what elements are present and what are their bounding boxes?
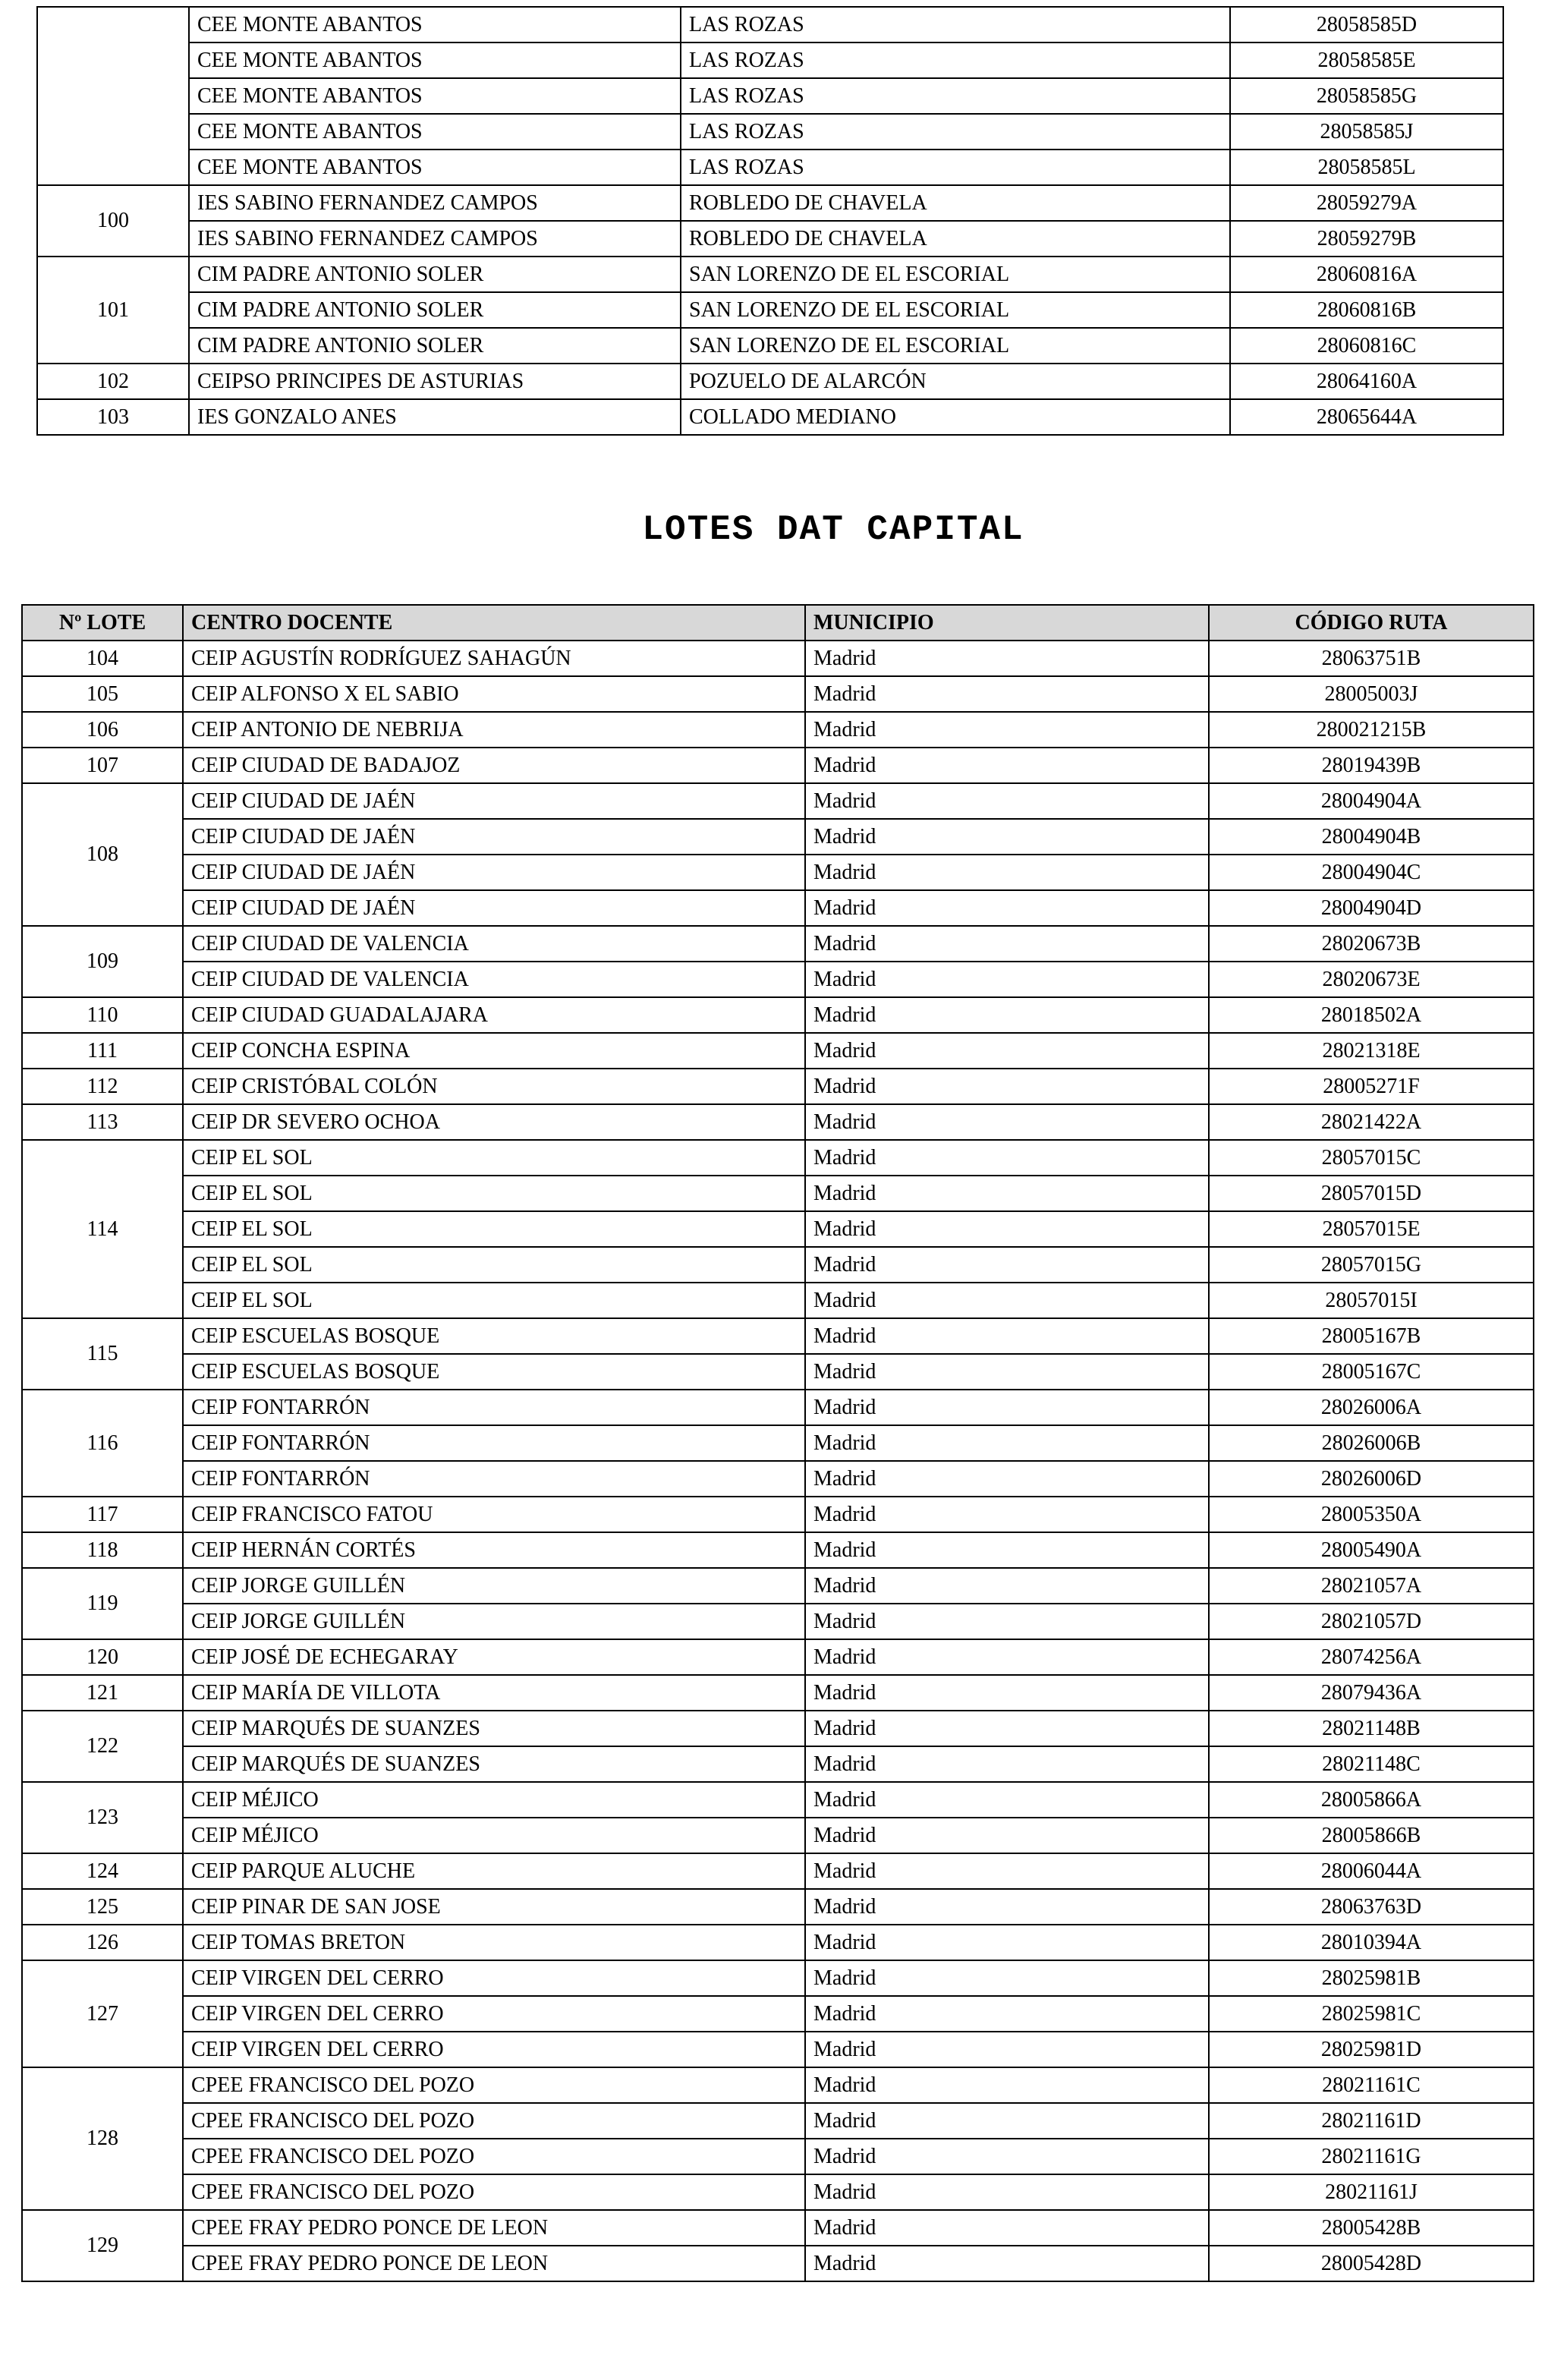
cell-municipio: LAS ROZAS	[681, 114, 1230, 150]
lotes-dat-capital-body	[22, 641, 1534, 2281]
column-header-no-lote: Nº LOTE	[22, 605, 183, 641]
cell-no-lote: 120	[22, 1639, 183, 1675]
cell-municipio: Madrid	[805, 1283, 1209, 1318]
table-row	[22, 819, 1534, 855]
cell-centro-docente: CEIP CIUDAD DE JAÉN	[183, 819, 805, 855]
cell-codigo-ruta: 28058585G	[1230, 78, 1503, 114]
cell-centro-docente: CEIP CIUDAD DE VALENCIA	[183, 926, 805, 962]
cell-centro-docente: CEIP EL SOL	[183, 1247, 805, 1283]
cell-centro-docente: CEIP FONTARRÓN	[183, 1461, 805, 1497]
table-row	[22, 2210, 1534, 2246]
cell-no-lote: 111	[22, 1033, 183, 1069]
cell-no-lote: 127	[22, 1960, 183, 2067]
table-row	[22, 1782, 1534, 1818]
cell-codigo-ruta: 28058585D	[1230, 7, 1503, 42]
cell-centro-docente: CEIP MÉJICO	[183, 1782, 805, 1818]
column-header-municipio: MUNICIPIO	[805, 605, 1209, 641]
cell-centro-docente: CEIP EL SOL	[183, 1211, 805, 1247]
cell-centro-docente: CEIP CIUDAD DE BADAJOZ	[183, 748, 805, 783]
table-row	[37, 78, 1503, 114]
cell-codigo-ruta: 28060816C	[1230, 328, 1503, 364]
cell-codigo-ruta: 28057015D	[1209, 1176, 1534, 1211]
cell-codigo-ruta: 28065644A	[1230, 399, 1503, 435]
cell-codigo-ruta: 28021148B	[1209, 1711, 1534, 1746]
cell-centro-docente: IES SABINO FERNANDEZ CAMPOS	[189, 185, 681, 221]
cell-no-lote: 113	[22, 1104, 183, 1140]
column-header-centro-docente: CENTRO DOCENTE	[183, 605, 805, 641]
cell-municipio: Madrid	[805, 2210, 1209, 2246]
cell-municipio: LAS ROZAS	[681, 7, 1230, 42]
cell-no-lote: 117	[22, 1497, 183, 1532]
cell-centro-docente: CEIP EL SOL	[183, 1176, 805, 1211]
cell-municipio: Madrid	[805, 997, 1209, 1033]
table-row	[22, 1283, 1534, 1318]
cell-centro-docente: CPEE FRAY PEDRO PONCE DE LEON	[183, 2210, 805, 2246]
cell-no-lote: 116	[22, 1390, 183, 1497]
cell-codigo-ruta: 28005866A	[1209, 1782, 1534, 1818]
cell-codigo-ruta: 28026006A	[1209, 1390, 1534, 1425]
cell-municipio: Madrid	[805, 1069, 1209, 1104]
cell-no-lote: 107	[22, 748, 183, 783]
cell-municipio: SAN LORENZO DE EL ESCORIAL	[681, 292, 1230, 328]
cell-codigo-ruta: 28021161D	[1209, 2103, 1534, 2139]
table-row	[22, 1889, 1534, 1925]
section-heading: LOTES DAT CAPITAL	[642, 510, 1024, 549]
table-row	[37, 150, 1503, 185]
cell-no-lote	[37, 7, 189, 185]
table-row	[22, 1461, 1534, 1497]
cell-centro-docente: CEIP MARÍA DE VILLOTA	[183, 1675, 805, 1711]
table-row	[22, 676, 1534, 712]
cell-municipio: Madrid	[805, 1390, 1209, 1425]
cell-codigo-ruta: 28020673B	[1209, 926, 1534, 962]
cell-centro-docente: CEIP ESCUELAS BOSQUE	[183, 1354, 805, 1390]
cell-codigo-ruta: 28058585L	[1230, 150, 1503, 185]
lotes-dat-capital-table	[21, 604, 1534, 2282]
cell-municipio: Madrid	[805, 2032, 1209, 2067]
cell-municipio: Madrid	[805, 1925, 1209, 1960]
cell-no-lote: 105	[22, 676, 183, 712]
cell-municipio: Madrid	[805, 748, 1209, 783]
cell-municipio: COLLADO MEDIANO	[681, 399, 1230, 435]
cell-centro-docente: CEIP DR SEVERO OCHOA	[183, 1104, 805, 1140]
cell-centro-docente: CEIP JOSÉ DE ECHEGARAY	[183, 1639, 805, 1675]
cell-municipio: Madrid	[805, 712, 1209, 748]
cell-centro-docente: CPEE FRANCISCO DEL POZO	[183, 2067, 805, 2103]
cell-centro-docente: CIM PADRE ANTONIO SOLER	[189, 257, 681, 292]
cell-municipio: Madrid	[805, 1033, 1209, 1069]
cell-centro-docente: CEIP ALFONSO X EL SABIO	[183, 676, 805, 712]
table-row	[22, 1140, 1534, 1176]
cell-centro-docente: CEIP VIRGEN DEL CERRO	[183, 1996, 805, 2032]
lotes-table-continuation	[36, 6, 1504, 436]
cell-centro-docente: CEIP TOMAS BRETON	[183, 1925, 805, 1960]
table-row	[37, 114, 1503, 150]
cell-codigo-ruta: 28021161J	[1209, 2174, 1534, 2210]
cell-centro-docente: CPEE FRANCISCO DEL POZO	[183, 2139, 805, 2174]
cell-no-lote: 109	[22, 926, 183, 997]
cell-codigo-ruta: 28005167C	[1209, 1354, 1534, 1390]
cell-codigo-ruta: 28063751B	[1209, 641, 1534, 676]
cell-centro-docente: CEE MONTE ABANTOS	[189, 7, 681, 42]
cell-municipio: Madrid	[805, 2246, 1209, 2281]
cell-centro-docente: CEE MONTE ABANTOS	[189, 114, 681, 150]
cell-codigo-ruta: 28006044A	[1209, 1853, 1534, 1889]
cell-codigo-ruta: 28005167B	[1209, 1318, 1534, 1354]
cell-centro-docente: CEIP CIUDAD GUADALAJARA	[183, 997, 805, 1033]
cell-centro-docente: CEIP JORGE GUILLÉN	[183, 1568, 805, 1604]
table-row	[22, 783, 1534, 819]
cell-centro-docente: CEIP CIUDAD DE VALENCIA	[183, 962, 805, 997]
cell-municipio: Madrid	[805, 1176, 1209, 1211]
cell-codigo-ruta: 28025981B	[1209, 1960, 1534, 1996]
table-row	[22, 1639, 1534, 1675]
cell-municipio: Madrid	[805, 1140, 1209, 1176]
cell-municipio: Madrid	[805, 819, 1209, 855]
table-row	[22, 2174, 1534, 2210]
cell-codigo-ruta: 28018502A	[1209, 997, 1534, 1033]
cell-centro-docente: IES GONZALO ANES	[189, 399, 681, 435]
cell-codigo-ruta: 28057015C	[1209, 1140, 1534, 1176]
cell-codigo-ruta: 28021161C	[1209, 2067, 1534, 2103]
cell-municipio: POZUELO DE ALARCÓN	[681, 364, 1230, 399]
cell-codigo-ruta: 28004904C	[1209, 855, 1534, 890]
cell-no-lote: 114	[22, 1140, 183, 1318]
table-row	[22, 1247, 1534, 1283]
cell-codigo-ruta: 280021215B	[1209, 712, 1534, 748]
cell-codigo-ruta: 28021057D	[1209, 1604, 1534, 1639]
cell-codigo-ruta: 28064160A	[1230, 364, 1503, 399]
cell-municipio: Madrid	[805, 641, 1209, 676]
cell-codigo-ruta: 28021422A	[1209, 1104, 1534, 1140]
cell-municipio: LAS ROZAS	[681, 78, 1230, 114]
table-row	[37, 257, 1503, 292]
cell-centro-docente: CEIP JORGE GUILLÉN	[183, 1604, 805, 1639]
table-row	[22, 1033, 1534, 1069]
cell-codigo-ruta: 28063763D	[1209, 1889, 1534, 1925]
cell-codigo-ruta: 28005866B	[1209, 1818, 1534, 1853]
cell-centro-docente: CEIP EL SOL	[183, 1283, 805, 1318]
table-row	[22, 926, 1534, 962]
cell-municipio: Madrid	[805, 1960, 1209, 1996]
table-row	[37, 328, 1503, 364]
table-row	[22, 712, 1534, 748]
cell-municipio: Madrid	[805, 855, 1209, 890]
table-row	[22, 1532, 1534, 1568]
cell-centro-docente: CEIP PARQUE ALUCHE	[183, 1853, 805, 1889]
cell-centro-docente: CPEE FRANCISCO DEL POZO	[183, 2174, 805, 2210]
cell-no-lote: 100	[37, 185, 189, 257]
table-row	[22, 2246, 1534, 2281]
cell-municipio: Madrid	[805, 1425, 1209, 1461]
cell-no-lote: 102	[37, 364, 189, 399]
cell-municipio: Madrid	[805, 2103, 1209, 2139]
cell-no-lote: 119	[22, 1568, 183, 1639]
cell-no-lote: 103	[37, 399, 189, 435]
cell-municipio: Madrid	[805, 1104, 1209, 1140]
cell-centro-docente: CEIP CONCHA ESPINA	[183, 1033, 805, 1069]
table-row	[22, 1211, 1534, 1247]
cell-municipio: LAS ROZAS	[681, 150, 1230, 185]
cell-centro-docente: CEIP VIRGEN DEL CERRO	[183, 1960, 805, 1996]
cell-centro-docente: CEIP HERNÁN CORTÉS	[183, 1532, 805, 1568]
cell-codigo-ruta: 28004904B	[1209, 819, 1534, 855]
cell-municipio: Madrid	[805, 1639, 1209, 1675]
cell-no-lote: 115	[22, 1318, 183, 1390]
cell-centro-docente: CEE MONTE ABANTOS	[189, 78, 681, 114]
cell-no-lote: 118	[22, 1532, 183, 1568]
table-row	[22, 2067, 1534, 2103]
cell-codigo-ruta: 28005350A	[1209, 1497, 1534, 1532]
cell-municipio: LAS ROZAS	[681, 42, 1230, 78]
cell-centro-docente: CEIP ESCUELAS BOSQUE	[183, 1318, 805, 1354]
cell-codigo-ruta: 28004904A	[1209, 783, 1534, 819]
cell-municipio: Madrid	[805, 1889, 1209, 1925]
table-row	[22, 1853, 1534, 1889]
cell-centro-docente: CEIP AGUSTÍN RODRÍGUEZ SAHAGÚN	[183, 641, 805, 676]
table-row	[22, 2139, 1534, 2174]
cell-municipio: Madrid	[805, 2067, 1209, 2103]
table-row	[37, 399, 1503, 435]
cell-codigo-ruta: 28058585J	[1230, 114, 1503, 150]
cell-codigo-ruta: 28059279B	[1230, 221, 1503, 257]
cell-centro-docente: CEE MONTE ABANTOS	[189, 42, 681, 78]
cell-codigo-ruta: 28079436A	[1209, 1675, 1534, 1711]
cell-municipio: Madrid	[805, 890, 1209, 926]
table-row	[22, 641, 1534, 676]
cell-no-lote: 129	[22, 2210, 183, 2281]
cell-no-lote: 128	[22, 2067, 183, 2210]
cell-codigo-ruta: 28005428D	[1209, 2246, 1534, 2281]
table-row	[22, 1425, 1534, 1461]
cell-municipio: Madrid	[805, 1675, 1209, 1711]
cell-centro-docente: CEIP CRISTÓBAL COLÓN	[183, 1069, 805, 1104]
cell-centro-docente: CEIP FONTARRÓN	[183, 1390, 805, 1425]
cell-municipio: Madrid	[805, 1782, 1209, 1818]
cell-municipio: Madrid	[805, 1211, 1209, 1247]
cell-codigo-ruta: 28026006D	[1209, 1461, 1534, 1497]
cell-no-lote: 123	[22, 1782, 183, 1853]
cell-codigo-ruta: 28010394A	[1209, 1925, 1534, 1960]
table-row	[22, 748, 1534, 783]
table-row	[22, 1675, 1534, 1711]
cell-centro-docente: CEIPSO PRINCIPES DE ASTURIAS	[189, 364, 681, 399]
cell-municipio: Madrid	[805, 1746, 1209, 1782]
cell-codigo-ruta: 28025981D	[1209, 2032, 1534, 2067]
cell-centro-docente: CPEE FRANCISCO DEL POZO	[183, 2103, 805, 2139]
table-row	[37, 221, 1503, 257]
cell-municipio: Madrid	[805, 2174, 1209, 2210]
table-row	[22, 1604, 1534, 1639]
table-row	[22, 2103, 1534, 2139]
cell-no-lote: 125	[22, 1889, 183, 1925]
cell-codigo-ruta: 28057015E	[1209, 1211, 1534, 1247]
table-row	[22, 1568, 1534, 1604]
cell-municipio: Madrid	[805, 1461, 1209, 1497]
cell-codigo-ruta: 28060816B	[1230, 292, 1503, 328]
cell-no-lote: 108	[22, 783, 183, 926]
cell-municipio: ROBLEDO DE CHAVELA	[681, 185, 1230, 221]
table-row	[22, 1318, 1534, 1354]
table-row	[37, 42, 1503, 78]
cell-municipio: Madrid	[805, 1853, 1209, 1889]
table-row	[37, 185, 1503, 221]
cell-codigo-ruta: 28021318E	[1209, 1033, 1534, 1069]
table-row	[22, 997, 1534, 1033]
table-row	[22, 890, 1534, 926]
cell-municipio: Madrid	[805, 783, 1209, 819]
cell-codigo-ruta: 28005271F	[1209, 1069, 1534, 1104]
cell-centro-docente: CEIP EL SOL	[183, 1140, 805, 1176]
cell-centro-docente: CEIP MARQUÉS DE SUANZES	[183, 1746, 805, 1782]
cell-centro-docente: CEIP MÉJICO	[183, 1818, 805, 1853]
cell-no-lote: 121	[22, 1675, 183, 1711]
table-row	[37, 364, 1503, 399]
cell-centro-docente: CEIP CIUDAD DE JAÉN	[183, 890, 805, 926]
table-row	[22, 1354, 1534, 1390]
cell-municipio: Madrid	[805, 1996, 1209, 2032]
cell-centro-docente: CEIP CIUDAD DE JAÉN	[183, 855, 805, 890]
cell-codigo-ruta: 28005428B	[1209, 2210, 1534, 2246]
cell-centro-docente: CEE MONTE ABANTOS	[189, 150, 681, 185]
cell-centro-docente: CEIP VIRGEN DEL CERRO	[183, 2032, 805, 2067]
table-row	[22, 2032, 1534, 2067]
lotes-table-continuation-body	[37, 7, 1503, 435]
table-row	[22, 855, 1534, 890]
cell-codigo-ruta: 28059279A	[1230, 185, 1503, 221]
table-row	[22, 1104, 1534, 1140]
cell-centro-docente: CEIP MARQUÉS DE SUANZES	[183, 1711, 805, 1746]
cell-no-lote: 122	[22, 1711, 183, 1782]
cell-municipio: Madrid	[805, 1604, 1209, 1639]
cell-no-lote: 106	[22, 712, 183, 748]
cell-codigo-ruta: 28060816A	[1230, 257, 1503, 292]
cell-no-lote: 124	[22, 1853, 183, 1889]
cell-codigo-ruta: 28057015G	[1209, 1247, 1534, 1283]
cell-codigo-ruta: 28021057A	[1209, 1568, 1534, 1604]
cell-codigo-ruta: 28074256A	[1209, 1639, 1534, 1675]
cell-municipio: Madrid	[805, 962, 1209, 997]
header-row	[22, 605, 1534, 641]
cell-centro-docente: IES SABINO FERNANDEZ CAMPOS	[189, 221, 681, 257]
cell-municipio: SAN LORENZO DE EL ESCORIAL	[681, 257, 1230, 292]
cell-codigo-ruta: 28021161G	[1209, 2139, 1534, 2174]
cell-no-lote: 110	[22, 997, 183, 1033]
table-row	[22, 1069, 1534, 1104]
cell-codigo-ruta: 28004904D	[1209, 890, 1534, 926]
cell-codigo-ruta: 28058585E	[1230, 42, 1503, 78]
cell-centro-docente: CEIP PINAR DE SAN JOSE	[183, 1889, 805, 1925]
lotes-dat-capital-header	[22, 605, 1534, 641]
cell-codigo-ruta: 28021148C	[1209, 1746, 1534, 1782]
cell-codigo-ruta: 28020673E	[1209, 962, 1534, 997]
table-row	[22, 1925, 1534, 1960]
cell-codigo-ruta: 28026006B	[1209, 1425, 1534, 1461]
cell-codigo-ruta: 28057015I	[1209, 1283, 1534, 1318]
cell-municipio: Madrid	[805, 1532, 1209, 1568]
cell-codigo-ruta: 28005003J	[1209, 676, 1534, 712]
cell-codigo-ruta: 28005490A	[1209, 1532, 1534, 1568]
cell-centro-docente: CPEE FRAY PEDRO PONCE DE LEON	[183, 2246, 805, 2281]
table-row	[37, 7, 1503, 42]
cell-municipio: SAN LORENZO DE EL ESCORIAL	[681, 328, 1230, 364]
cell-municipio: Madrid	[805, 1318, 1209, 1354]
cell-municipio: Madrid	[805, 1568, 1209, 1604]
cell-centro-docente: CIM PADRE ANTONIO SOLER	[189, 328, 681, 364]
cell-no-lote: 126	[22, 1925, 183, 1960]
table-row	[22, 1497, 1534, 1532]
cell-centro-docente: CEIP FRANCISCO FATOU	[183, 1497, 805, 1532]
cell-municipio: Madrid	[805, 1354, 1209, 1390]
cell-no-lote: 104	[22, 641, 183, 676]
table-row	[22, 1746, 1534, 1782]
table-row	[22, 1176, 1534, 1211]
cell-centro-docente: CIM PADRE ANTONIO SOLER	[189, 292, 681, 328]
table-row	[22, 1711, 1534, 1746]
cell-centro-docente: CEIP ANTONIO DE NEBRIJA	[183, 712, 805, 748]
cell-municipio: Madrid	[805, 926, 1209, 962]
cell-centro-docente: CEIP FONTARRÓN	[183, 1425, 805, 1461]
cell-municipio: Madrid	[805, 676, 1209, 712]
cell-municipio: Madrid	[805, 2139, 1209, 2174]
cell-no-lote: 101	[37, 257, 189, 364]
cell-centro-docente: CEIP CIUDAD DE JAÉN	[183, 783, 805, 819]
cell-municipio: Madrid	[805, 1711, 1209, 1746]
cell-municipio: ROBLEDO DE CHAVELA	[681, 221, 1230, 257]
cell-codigo-ruta: 28019439B	[1209, 748, 1534, 783]
cell-municipio: Madrid	[805, 1247, 1209, 1283]
table-row	[22, 1996, 1534, 2032]
table-row	[22, 1960, 1534, 1996]
cell-municipio: Madrid	[805, 1497, 1209, 1532]
column-header-codigo-ruta: CÓDIGO RUTA	[1209, 605, 1534, 641]
table-row	[37, 292, 1503, 328]
table-row	[22, 962, 1534, 997]
cell-municipio: Madrid	[805, 1818, 1209, 1853]
table-row	[22, 1818, 1534, 1853]
cell-codigo-ruta: 28025981C	[1209, 1996, 1534, 2032]
table-row	[22, 1390, 1534, 1425]
cell-no-lote: 112	[22, 1069, 183, 1104]
